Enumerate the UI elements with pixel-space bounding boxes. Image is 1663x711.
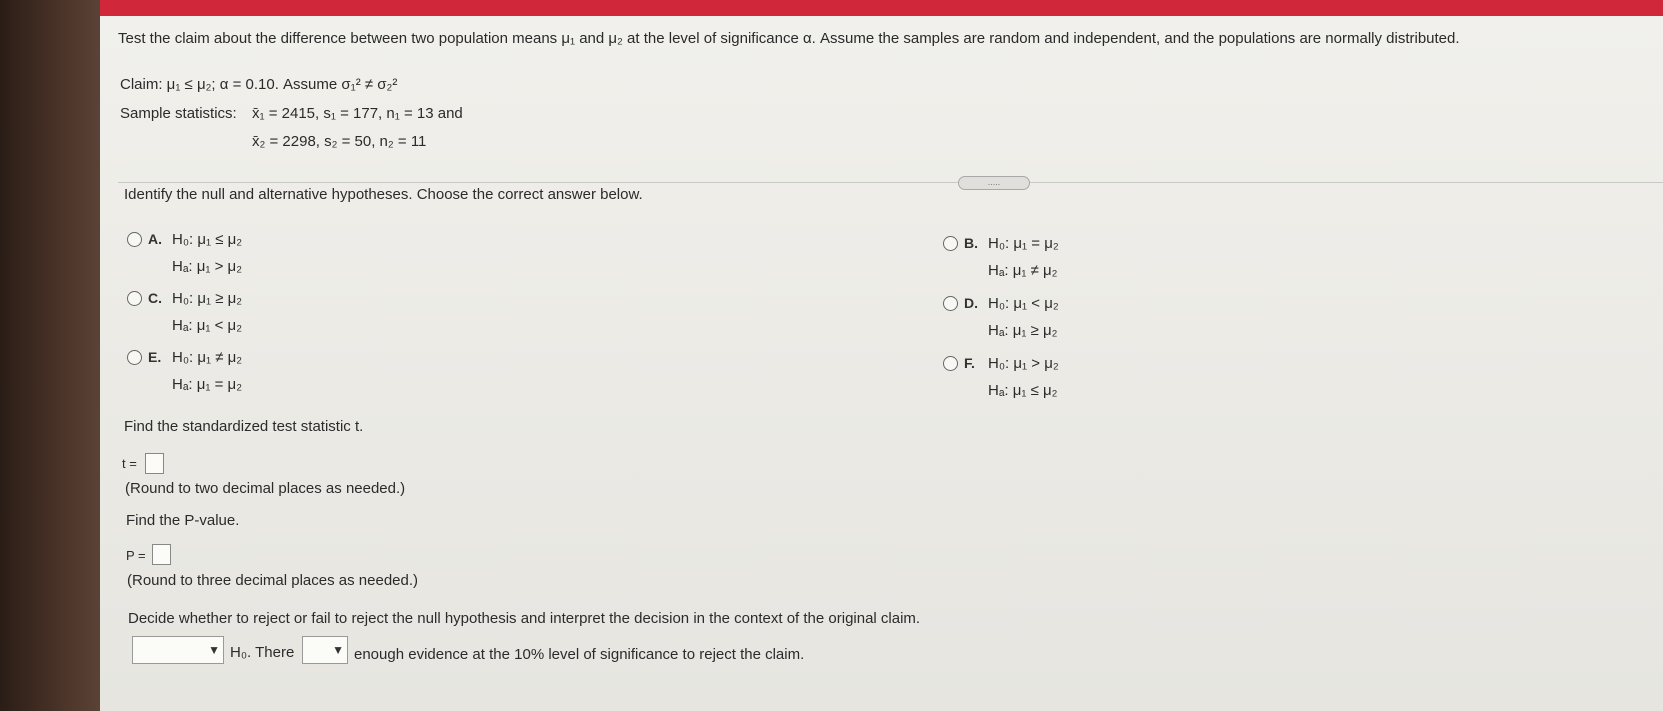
option-e-radio[interactable] [127,350,142,365]
chevron-down-icon: ▼ [332,643,344,657]
option-b-ha: Hₐ: μ₁ ≠ μ₂ [988,262,1058,279]
option-e-letter: E. [148,349,162,365]
header-bar [100,0,1663,16]
option-c-h0: H₀: μ₁ ≥ μ₂ [172,290,243,307]
option-e-ha: Hₐ: μ₁ = μ₂ [172,376,243,393]
decision-dropdown[interactable] [132,636,224,664]
claim-assume: σ₁² ≠ σ₂² [341,76,398,93]
option-c-radio[interactable] [127,291,142,306]
claim-line [120,76,397,93]
option-b-letter: B. [964,235,978,251]
part3-note: (Round to three decimal places as needed.) [127,572,419,589]
option-b-h0: H₀: μ₁ = μ₂ [988,235,1059,252]
claim-prefix: Claim: μ₁ ≤ μ₂; α = 0.10. Assume [120,76,342,93]
option-a-letter: A. [148,231,162,247]
part1-prompt: Identify the null and alternative hypotheses. Choose the correct answer below. [124,186,643,203]
option-d-h0: H₀: μ₁ < μ₂ [988,295,1059,312]
chevron-down-icon: ▼ [208,643,220,657]
question-text: Test the claim about the difference between two population means μ₁ and μ₂ at the level of significance α. Assume the samples are random and independent, and the populations are normally distributed. [118,30,1460,47]
option-b-radio[interactable] [943,236,958,251]
monitor-bezel [0,0,100,711]
part3-prompt: Find the P-value. [126,512,240,529]
part2-prompt: Find the standardized test statistic t. [124,418,364,435]
option-f-letter: F. [964,355,975,371]
stats-line-1: x̄₁ = 2415, s₁ = 177, n₁ = 13 and [252,105,463,122]
stats-line-2: x̄₂ = 2298, s₂ = 50, n₂ = 11 [252,133,427,150]
t-label: t = [122,456,137,471]
option-f-ha: Hₐ: μ₁ ≤ μ₂ [988,382,1058,399]
t-input[interactable] [145,453,164,474]
p-input[interactable] [152,544,171,565]
option-d-letter: D. [964,295,978,311]
stats-label: Sample statistics: [120,105,237,122]
option-c-letter: C. [148,290,162,306]
option-d-ha: Hₐ: μ₁ ≥ μ₂ [988,322,1058,339]
option-a-radio[interactable] [127,232,142,247]
option-f-radio[interactable] [943,356,958,371]
question-panel [100,16,1663,711]
evidence-dropdown[interactable] [302,636,348,664]
expand-button[interactable]: ..... [958,176,1030,190]
part2-note: (Round to two decimal places as needed.) [125,480,406,497]
option-e-h0: H₀: μ₁ ≠ μ₂ [172,349,243,366]
part4-text-1: H₀. There [230,644,295,661]
option-f-h0: H₀: μ₁ > μ₂ [988,355,1059,372]
section-divider [118,182,1663,183]
part4-prompt: Decide whether to reject or fail to reject the null hypothesis and interpret the decision in the context of the original claim. [128,610,921,627]
option-a-h0: H₀: μ₁ ≤ μ₂ [172,231,243,248]
part4-text-2: enough evidence at the 10% level of significance to reject the claim. [354,646,805,663]
option-d-radio[interactable] [943,296,958,311]
option-a-ha: Hₐ: μ₁ > μ₂ [172,258,243,275]
p-label: P = [126,548,146,563]
option-c-ha: Hₐ: μ₁ < μ₂ [172,317,243,334]
